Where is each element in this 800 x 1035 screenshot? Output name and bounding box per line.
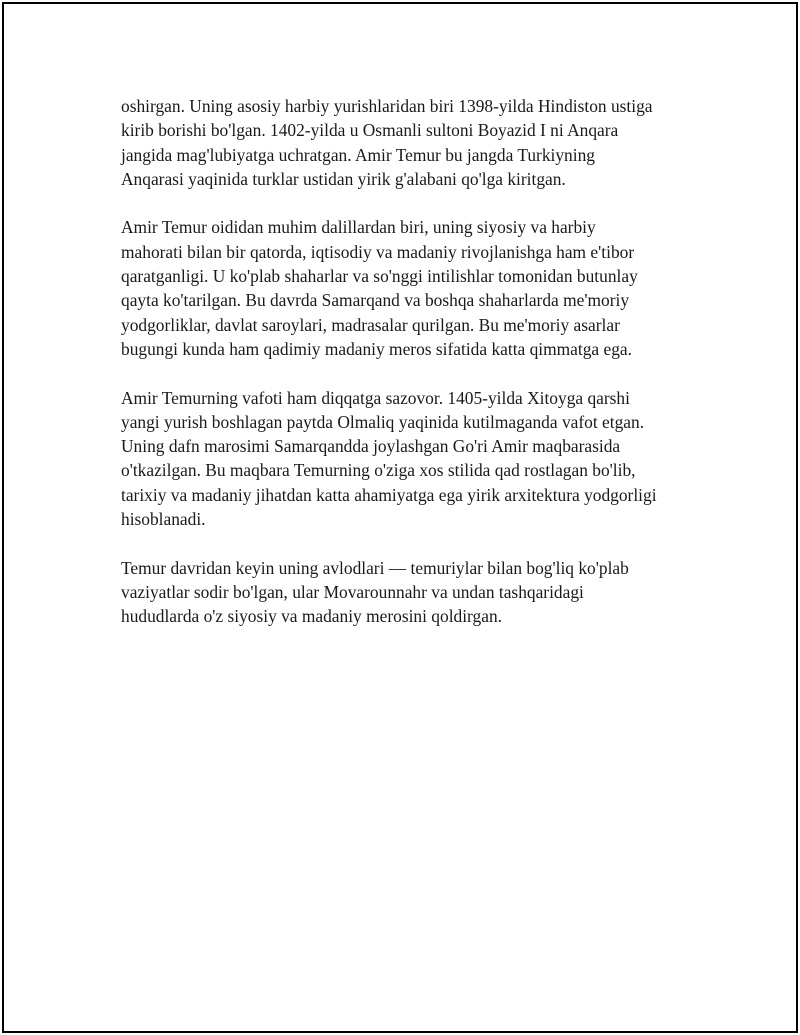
text-line: yangi yurish boshlagan paytda Olmaliq yaqinida kutilmaganda vafot etgan. (121, 411, 645, 432)
paragraph-3 (121, 386, 701, 532)
text-line: Temur davridan keyin uning avlodlari — temuriylar bilan bog'liq ko'plab (121, 557, 629, 578)
text-line: Uning dafn marosimi Samarqandda joylashgan Go'ri Amir maqbarasida (121, 436, 621, 457)
text-line: qayta ko'tarilgan. Bu davrda Samarqand va boshqa shaharlarda me'moriy (121, 290, 630, 311)
text-line: vaziyatlar sodir bo'lgan, ular Movarounnahr va undan tashqaridagi (121, 581, 584, 602)
paragraph-2 (121, 215, 701, 361)
text-line: jangida mag'lubiyatga uchratgan. Amir Temur bu jangda Turkiyning (121, 144, 595, 165)
text-line: hududlarda o'z siyosiy va madaniy merosini qoldirgan. (121, 606, 502, 627)
page-frame (2, 2, 798, 1033)
text-line: oshirgan. Uning asosiy harbiy yurishlaridan biri 1398-yilda Hindiston ustiga (121, 96, 653, 116)
text-line: Amir Temur oididan muhim dalillardan biri, uning siyosiy va harbiy (121, 217, 596, 238)
text-line: mahorati bilan bir qatorda, iqtisodiy va madaniy rivojlanishga ham e'tibor (121, 241, 635, 262)
paragraph-4 (121, 556, 701, 629)
text-line: bugungi kunda ham qadimiy madaniy meros sifatida katta qimmatga ega. (121, 338, 632, 359)
text-line: Amir Temurning vafoti ham diqqatga sazovor. 1405-yilda Xitoyga qarshi (121, 387, 630, 408)
text-line: qaratganligi. U ko'plab shaharlar va so'nggi intilishlar tomonidan butunlay (121, 266, 638, 287)
text-line: tarixiy va madaniy jihatdan katta ahamiyatga ega yirik arxitektura yodgorligi (121, 484, 657, 505)
text-line: Anqarasi yaqinida turklar ustidan yirik g'alabani qo'lga kiritgan. (121, 168, 566, 189)
text-line: yodgorliklar, davlat saroylari, madrasalar qurilgan. Bu me'moriy asarlar (121, 314, 620, 335)
text-line: hisoblanadi. (121, 509, 206, 530)
text-line: o'tkazilgan. Bu maqbara Temurning o'ziga xos stilida qad rostlagan bo'lib, (121, 460, 636, 481)
document-body (121, 94, 701, 653)
paragraph-1 (121, 94, 701, 191)
text-line: kirib borishi bo'lgan. 1402-yilda u Osmanli sultoni Boyazid I ni Anqara (121, 120, 619, 141)
